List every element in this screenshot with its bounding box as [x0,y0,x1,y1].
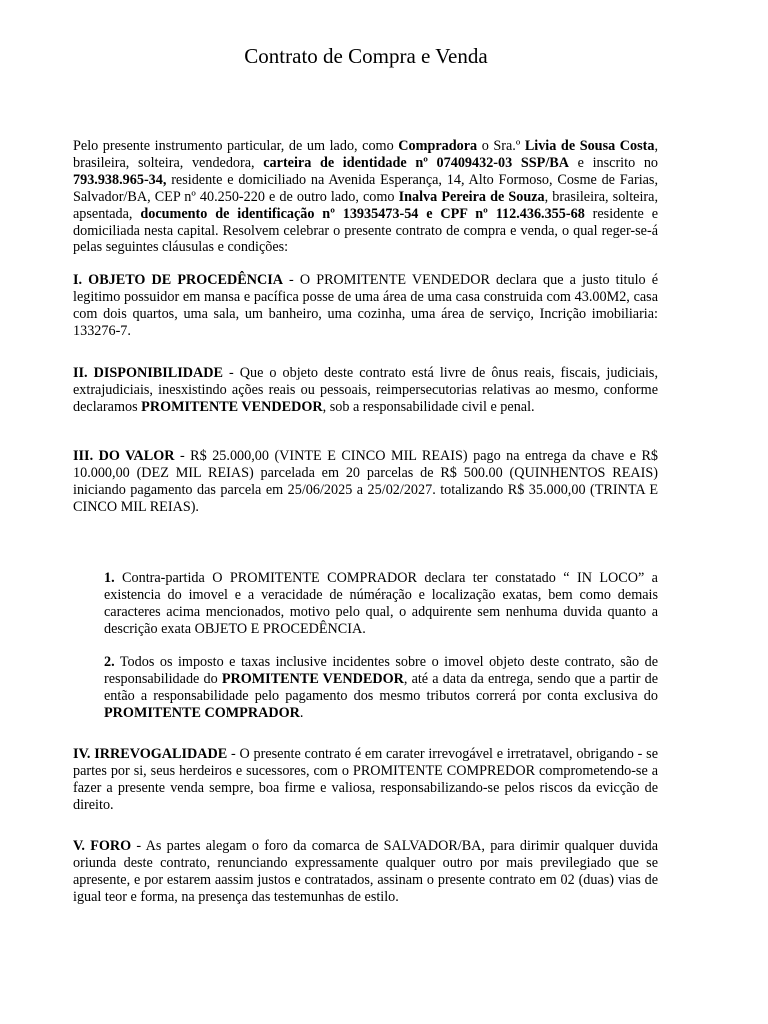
clause-objeto [73,272,658,340]
clause-text: - As partes alegam o foro da comarca de SALVADOR/BA, para dirimir qualquer duvida oriunda deste contrato, renunciando expressamente qualquer outro por mais previlegiado que se apresente, e por estarem aassim justos e contratados, assinam o presente contrato em 02 (duas) vias de igual teor e forma, na presença das testemunhas de estilo. [73,838,658,905]
clause-irrevogalidade [73,746,658,814]
intro-text: , brasileira, solteira, vendedora, [73,138,658,171]
clause-text: - Que o objeto deste contrato está livre de ônus reais, fiscais, judiciais, extrajudiciais, inesxistindo ações reais ou pessoais, reimpersecutorias relativas ao mesmo, conforme declaramos [73,365,658,415]
item-bold-term: PROMITENTE COMPRADOR [104,704,300,721]
intro-paragraph [73,138,658,256]
buyer-id-document: carteira de identidade nº 07409432-03 SSP/BA [263,154,569,171]
clause-text: - R$ 25.000,00 (VINTE E CINCO MIL REAIS) pago na entrega da chave e R$ 10.000,00 (DEZ MIL REIAS) parcelada em 20 parcelas de R$ 500.00 (QUINHENTOS REAIS) iniciando pagamento das parcela em 25/06/2025 a 25/02/2027. totalizando R$ 35.000,00 (TRINTA E CINCO MIL REIAS). [73,448,658,515]
seller-name: Inalva Pereira de Souza [398,188,545,205]
item-text: . [299,704,304,721]
buyer-cpf: 793.938.965-34, [73,171,167,188]
item-number: 2. [104,654,115,670]
clause-heading: III. DO VALOR [73,448,175,464]
numbered-item-1 [104,570,658,638]
intro-text: o Sra.º [477,138,525,154]
buyer-name: Livia de Sousa Costa [524,138,655,154]
item-text: Contra-partida O PROMITENTE COMPRADOR declara ter constatado “ IN LOCO” a existencia do imovel e a veracidade de núméração e localização exatas, bem como demais caracteres acima mencionados, motivo pelo qual, o adquirente sem nenhuma duvida quanto a descrição exata OBJETO E PROCEDÊNCIA. [104,570,658,637]
clause-foro [73,838,658,906]
intro-text: e inscrito no [568,154,659,171]
buyer-role: Compradora [398,138,478,154]
intro-text: residente e domiciliada nesta capital. Resolvem celebrar o presente contrato de compra e venda, o qual reger-se-á pelas seguintes cláusulas e condições: [73,205,659,256]
clause-text: - O presente contrato é em carater irrevogável e irretratavel, obrigando - se partes por si, seus herdeiros e sucessores, com o PROMITENTE COMPREDOR comprometendo-se a fazer a presente venda sempre, boa firme e valiosa, responsabilizando-se pelos riscos da evicção de direito. [73,746,658,813]
item-number: 1. [104,570,115,586]
clause-heading: V. FORO [73,838,132,854]
intro-text: Pelo presente instrumento particular, de um lado, como [73,138,399,154]
seller-id-document: documento de identificação nº 13935473-54 e CPF nº 112.436.355-68 [140,205,585,222]
clause-text: , sob a responsabilidade civil e penal. [322,398,535,415]
intro-text: residente e domiciliado na Avenida Esperança, 14, Alto Formoso, Cosme de Farias, Salvador/BA, CEP nº 40.250-220 e de outro lado, como [73,171,658,205]
clause-disponibilidade [73,365,658,416]
clause-text: - O PROMITENTE VENDEDOR declara que a justo titulo é legitimo possuidor em mansa e pacífica posse de uma área de uma casa construida com 43.00M2, casa com dois quartos, uma sala, um banheiro, uma cozinha, uma área de serviço, Incrição imobiliaria: 133276-7. [73,272,658,339]
clause-bold-term: PROMITENTE VENDEDOR [141,398,323,415]
clause-heading: I. OBJETO DE PROCEDÊNCIA [73,272,283,288]
numbered-item-2 [104,654,658,722]
clause-heading: II. DISPONIBILIDADE [73,365,223,381]
document-title: Contrato de Compra e Venda [244,44,488,68]
clause-valor [73,448,658,516]
item-bold-term: PROMITENTE VENDEDOR [221,670,404,687]
item-text: Todos os imposto e taxas inclusive incidentes sobre o imovel objeto deste contrato, são de responsabilidade do [104,654,658,687]
item-text: , até a data da entrega, sendo que a partir de então a responsabilidade pelo pagamento dos mesmo tributos correrá por conta exclusiva do [104,670,658,704]
intro-text: , brasileira, solteira, apsentada, [73,188,658,222]
clause-heading: IV. IRREVOGALIDADE [73,746,228,762]
